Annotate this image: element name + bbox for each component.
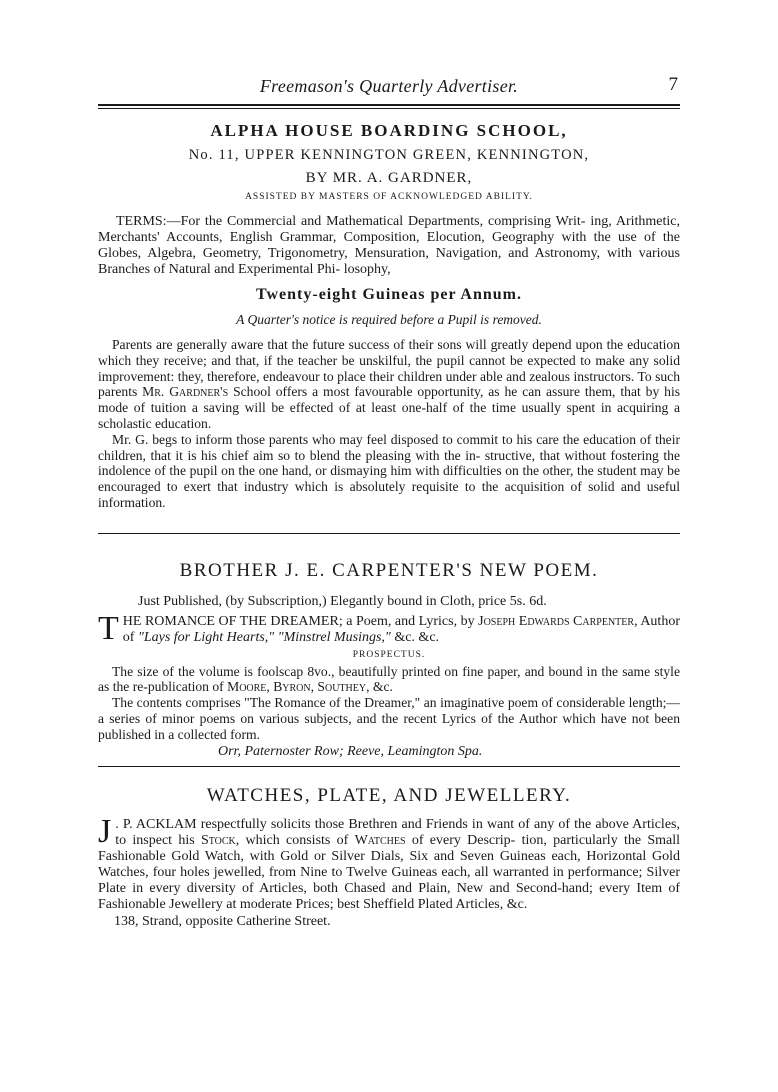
watches-title: WATCHES, PLATE, AND JEWELLERY. bbox=[206, 784, 572, 806]
poem-author: Joseph Edwards Carpenter bbox=[478, 613, 635, 629]
school-advert bbox=[98, 121, 680, 511]
school-paragraph-2: Mr. G. begs to inform those parents who may feel disposed to commit to his care the education of their children, that it is his chief aim so to blend the pleasing with the in- structive, that without fostering the indolence of the pupil on the one hand, or dismaying him with difficulties on the other, the student may be encouraged to exert that industry which is absolutely requisite to the acquisition of solid and useful information. bbox=[98, 431, 680, 510]
poem-publishers: Orr, Paternoster Row; Reeve, Leamington Spa. bbox=[218, 743, 483, 759]
school-paragraph-1: Parents are generally aware that the future success of their sons will greatly depend upon the education which they receive; and that, if the teacher be unskilful, the pupil cannot be expected to make any solid improvement: they, therefore, endeavour to place their children under able and zealous instructors. To such parents Mr. Gardner's School offers a most favourable opportunity, as he can assure them, that by his mode of tuition a saving will be effected of at least one-half of the time usually spent in acquiring a scholastic education. bbox=[98, 337, 681, 431]
poet-names: Moore, Byron, Southey bbox=[227, 679, 367, 695]
dropcap-t: T bbox=[98, 609, 119, 647]
poem-published: Just Published, (by Subscription,) Elegantly bound in Cloth, price 5s. 6d. bbox=[138, 593, 547, 609]
section-rule-2 bbox=[98, 766, 680, 767]
running-header bbox=[98, 70, 680, 104]
watches-description: J . P. ACKLAM respectfully solicits those Brethren and Friends in want of any of the above Articles, to inspect his Stock, which consists of Watches of every Descrip- tion, particularly the Small Fashionable Gold Watch, with Gold or Silver Dials, Six and Seven Guineas each, Horizontal Gold Watches, four holes jewelled, from Nine to Twelve Guineas each, all warranted in performance; Silver Plate in every diversity of Articles, both Chased and Plain, New and Second-hand; every Item of Fashionable Jewellery at moderate Prices; best Sheffield Plated Articles, &c. bbox=[98, 812, 681, 912]
watches-advert bbox=[98, 785, 680, 930]
school-assisted: ASSISTED BY MASTERS OF ACKNOWLEDGED ABILITY. bbox=[245, 192, 533, 202]
proprietor-name: Mr. Gardner's bbox=[142, 384, 229, 400]
poem-advert bbox=[98, 560, 680, 760]
poem-paragraph-1: The size of the volume is foolscap 8vo., beautifully printed on fine paper, and bound in the same style as the re-publication of Moore, Byron, Southey, &c. bbox=[98, 663, 680, 695]
prospectus-heading: PROSPECTUS. bbox=[352, 649, 426, 660]
school-fee: Twenty-eight Guineas per Annum. bbox=[256, 286, 522, 303]
school-title: ALPHA HOUSE BOARDING SCHOOL, bbox=[210, 121, 568, 140]
watches-address: 138, Strand, opposite Catherine Street. bbox=[114, 913, 331, 929]
school-terms: TERMS:—For the Commercial and Mathematical Departments, comprising Writ- ing, Arithmetic, Merchants' Accounts, English Grammar, Composition, Elocution, Geography with the use of the Globes, Algebra, Geometry, Trigonometry, Mensuration, Navigation, and Astronomy, with various Branches of Natural and Experimental Phi- losophy, bbox=[98, 214, 680, 277]
poem-title: BROTHER J. E. CARPENTER'S NEW POEM. bbox=[179, 559, 599, 581]
dropcap-j: J bbox=[98, 812, 112, 850]
school-proprietor: BY MR. A. GARDNER, bbox=[305, 170, 473, 186]
section-rule-1 bbox=[98, 533, 680, 534]
page-number: 7 bbox=[668, 74, 678, 95]
page bbox=[98, 70, 680, 930]
running-title: Freemason's Quarterly Advertiser. bbox=[259, 76, 519, 96]
poem-paragraph-2: The contents comprises "The Romance of the Dreamer," an imaginative poem of considerable length;—a series of minor poems on various subjects, and the recent Lyrics of the Author which have not been published in a collected form. bbox=[98, 695, 680, 742]
school-notice: A Quarter's notice is required before a Pupil is removed. bbox=[236, 312, 542, 327]
school-address: No. 11, UPPER KENNINGTON GREEN, KENNINGTON, bbox=[188, 147, 590, 163]
header-rule bbox=[98, 104, 680, 109]
poem-description: THE ROMANCE OF THE DREAMER; a Poem, and Lyrics, by Joseph Edwards Carpenter, Author of "Lays for Light Hearts," "Minstrel Musings," &c. &c. bbox=[98, 609, 680, 647]
